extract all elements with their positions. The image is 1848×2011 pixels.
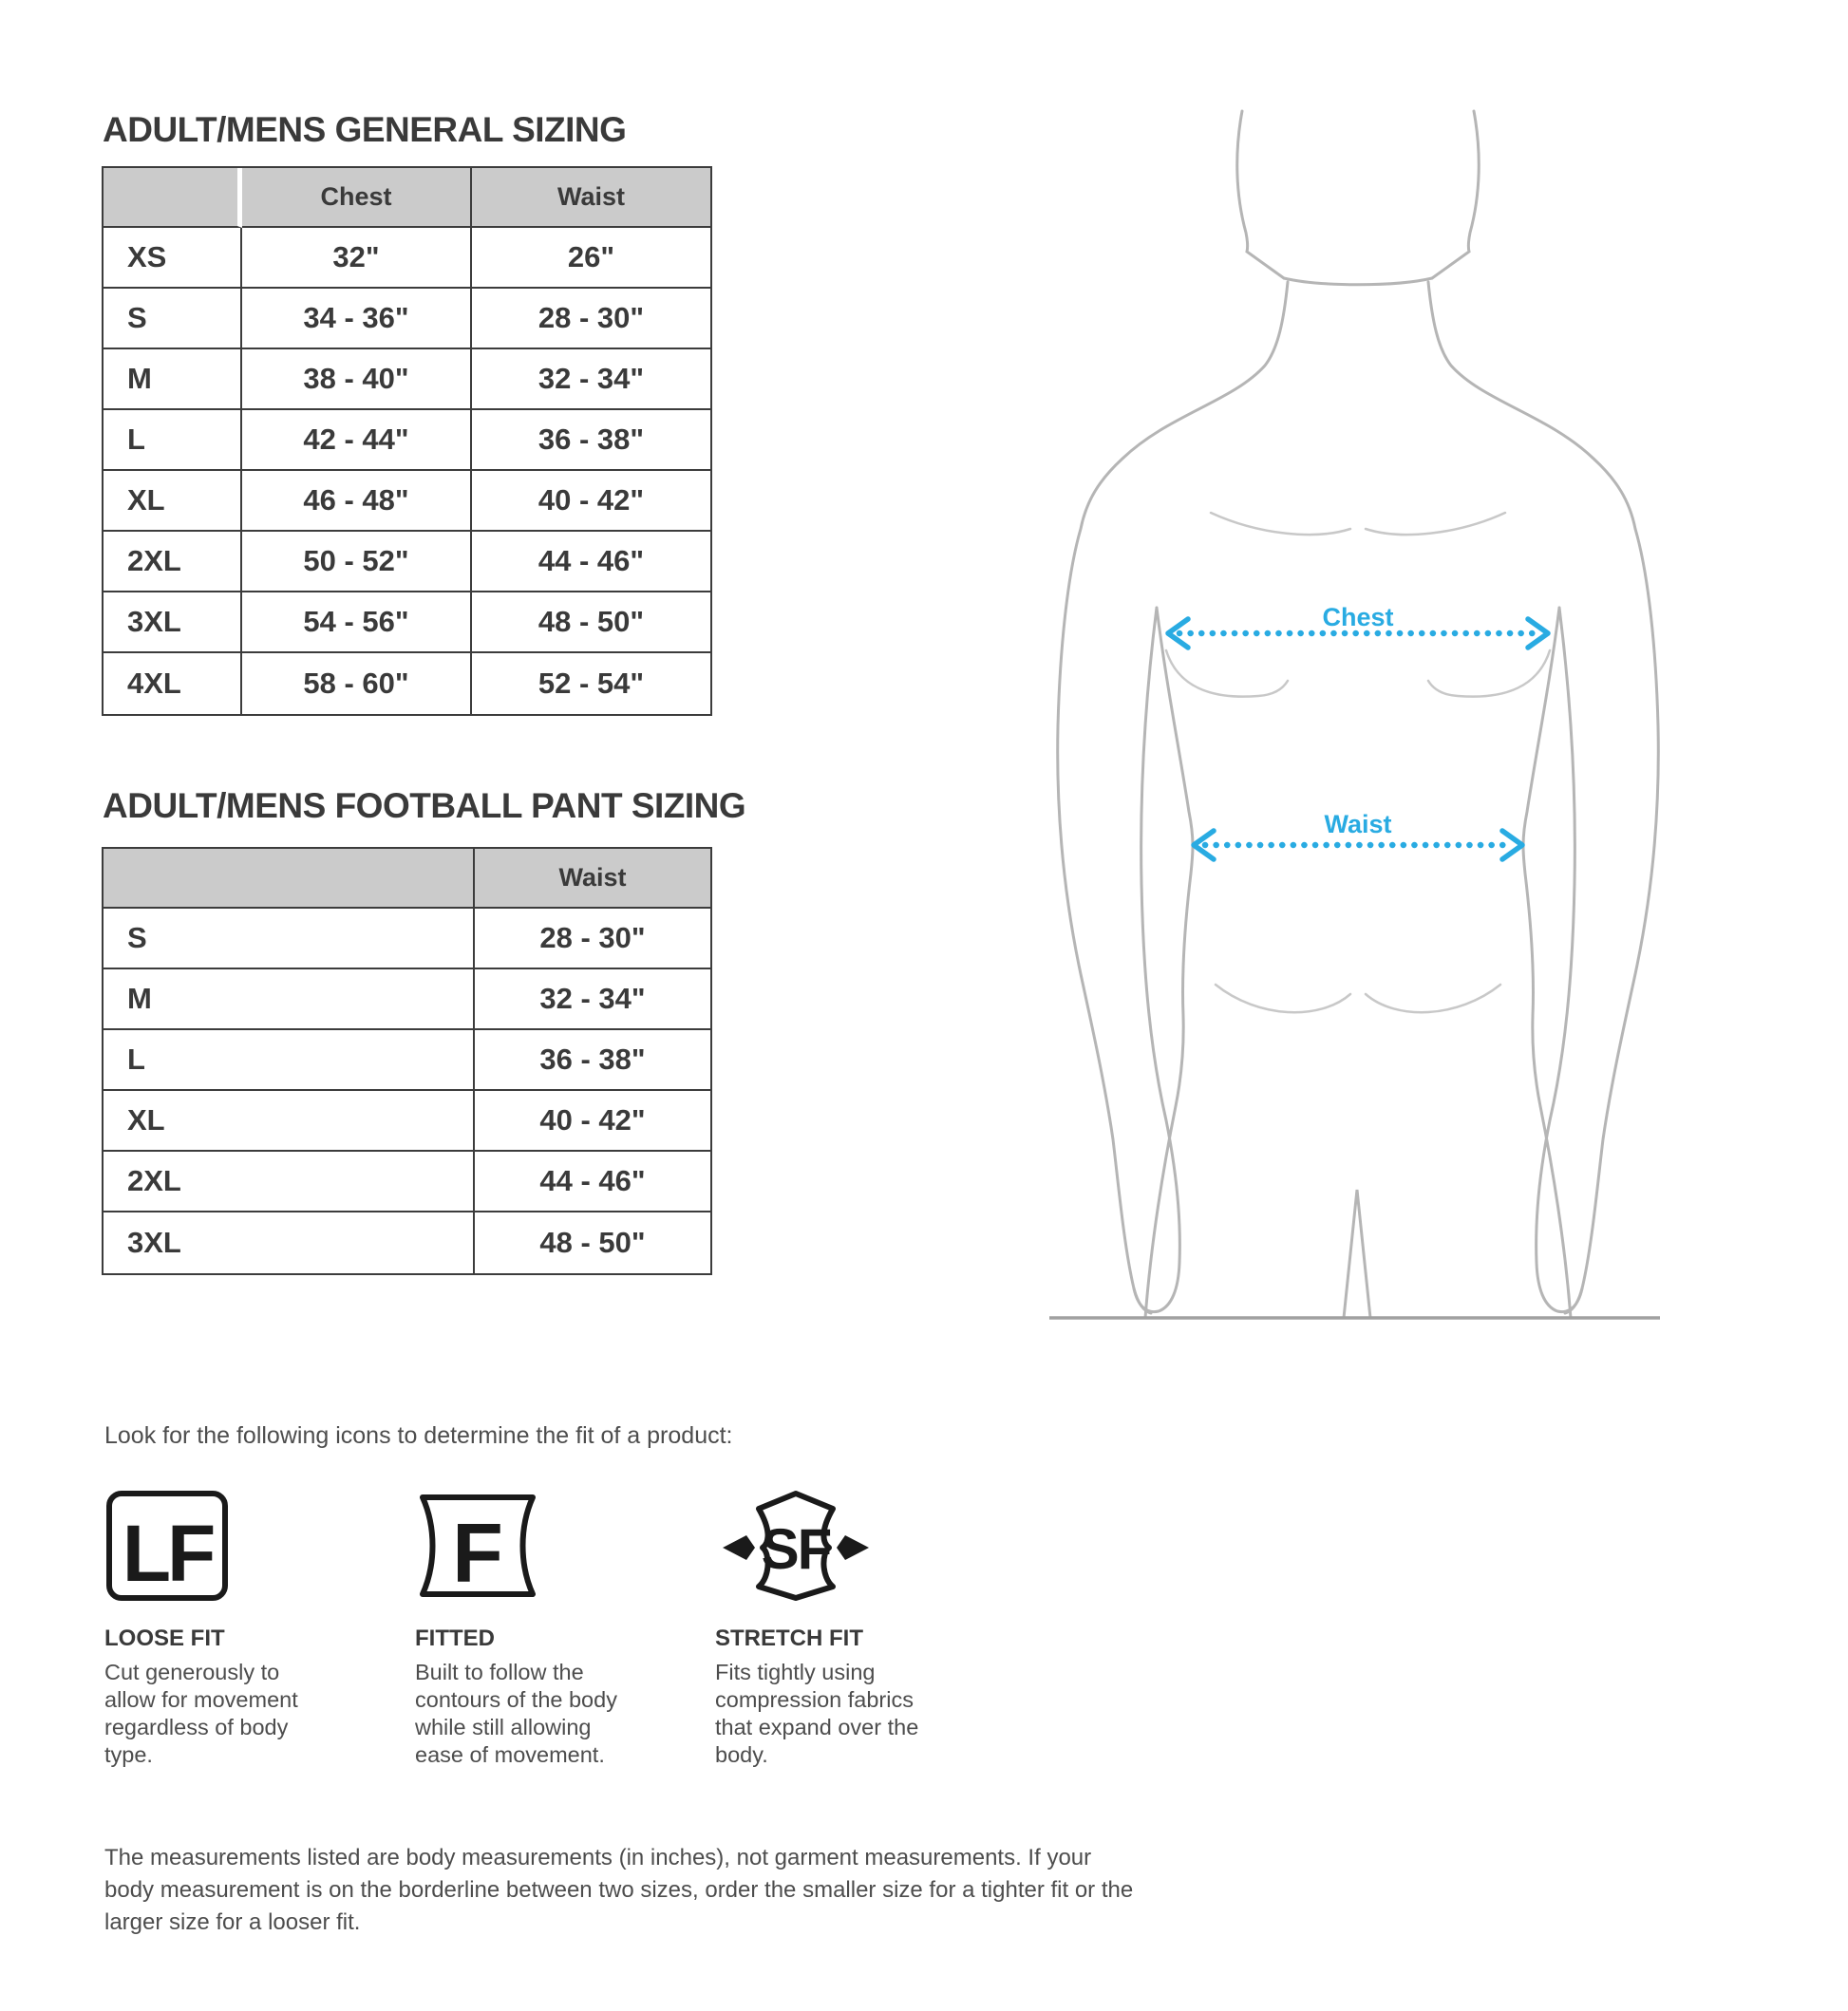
loose-fit-icon bbox=[104, 1489, 230, 1603]
size-cell: XS bbox=[104, 228, 242, 289]
size-cell: XL bbox=[104, 471, 242, 532]
stretch-fit-description: Fits tightly using compression fabrics that expand over the body. bbox=[715, 1660, 919, 1767]
chest-cell: 54 - 56" bbox=[242, 592, 472, 653]
size-cell: 3XL bbox=[104, 1212, 475, 1273]
chest-cell: 32" bbox=[242, 228, 472, 289]
waist-label: Waist bbox=[1324, 810, 1392, 838]
waist-cell: 48 - 50" bbox=[472, 592, 710, 653]
pant-sizing-table bbox=[102, 847, 712, 1275]
right-hip-contour bbox=[1366, 985, 1500, 1012]
waist-cell: 40 - 42" bbox=[475, 1091, 710, 1152]
head-outline-right bbox=[1432, 111, 1479, 278]
svg-text:F: F bbox=[452, 1506, 503, 1600]
stretch-diamond-left bbox=[723, 1535, 755, 1560]
pant-header-corner bbox=[104, 849, 475, 909]
waist-cell: 36 - 38" bbox=[472, 410, 710, 471]
general-header-chest: Chest bbox=[242, 168, 472, 228]
waist-cell: 44 - 46" bbox=[475, 1152, 710, 1212]
size-cell: S bbox=[104, 289, 242, 349]
left-scapula-line bbox=[1211, 513, 1350, 535]
size-cell: M bbox=[104, 969, 475, 1030]
left-torso-side bbox=[1145, 608, 1193, 1318]
general-sizing-table bbox=[102, 166, 712, 716]
waist-cell: 52 - 54" bbox=[537, 667, 645, 700]
crotch-line bbox=[1344, 1190, 1370, 1318]
waist-cell: 26" bbox=[472, 228, 710, 289]
waist-cell: 32 - 34" bbox=[475, 969, 710, 1030]
waist-cell: 36 - 38" bbox=[475, 1030, 710, 1091]
head-outline bbox=[1237, 111, 1284, 278]
waist-cell: 28 - 30" bbox=[472, 289, 710, 349]
stretch-fit-heading: STRETCH FIT bbox=[715, 1626, 863, 1651]
size-cell: 4XL bbox=[104, 653, 242, 714]
waist-cell: 44 - 46" bbox=[472, 532, 710, 592]
right-scapula-line bbox=[1366, 513, 1505, 535]
loose-fit-column bbox=[104, 1489, 309, 1769]
stretch-fit-column bbox=[715, 1489, 943, 1769]
right-torso-side bbox=[1523, 608, 1571, 1318]
fitted-column bbox=[415, 1489, 643, 1769]
body-measurement-diagram bbox=[1045, 81, 1671, 1325]
general-sizing-title: ADULT/MENS GENERAL SIZING bbox=[103, 110, 627, 149]
fitted-heading: FITTED bbox=[415, 1626, 495, 1651]
chin-line bbox=[1284, 278, 1432, 285]
waist-cell: 28 - 30" bbox=[475, 909, 710, 969]
pant-sizing-title: ADULT/MENS FOOTBALL PANT SIZING bbox=[103, 786, 746, 825]
waist-cell: 32 - 34" bbox=[472, 349, 710, 410]
general-header-corner bbox=[104, 168, 242, 228]
stretch-fit-icon bbox=[715, 1489, 877, 1603]
size-cell: XL bbox=[104, 1091, 475, 1152]
body-outline bbox=[1058, 111, 1659, 1318]
body-contour-lines bbox=[1166, 513, 1550, 1012]
chest-cell: 58 - 60" bbox=[242, 653, 472, 714]
size-cell: M bbox=[104, 349, 242, 410]
left-chest-contour bbox=[1166, 650, 1288, 697]
right-chest-contour bbox=[1428, 650, 1550, 697]
pant-header-waist: Waist bbox=[475, 849, 710, 909]
fitted-icon bbox=[415, 1489, 540, 1603]
loose-fit-heading: LOOSE FIT bbox=[104, 1626, 225, 1651]
loose-fit-description: Cut generously to allow for movement regardless of body type. bbox=[104, 1660, 298, 1767]
size-cell: L bbox=[104, 410, 242, 471]
size-cell: 2XL bbox=[104, 532, 242, 592]
svg-text:LF: LF bbox=[122, 1509, 213, 1598]
fitted-description: Built to follow the contours of the body while still allowing ease of movement. bbox=[415, 1660, 617, 1767]
waist-cell: 48 - 50" bbox=[539, 1226, 646, 1259]
size-cell: L bbox=[104, 1030, 475, 1091]
general-header-waist: Waist bbox=[472, 168, 710, 228]
chest-cell: 42 - 44" bbox=[242, 410, 472, 471]
chest-label: Chest bbox=[1322, 603, 1394, 631]
waist-cell: 40 - 42" bbox=[472, 471, 710, 532]
left-hip-contour bbox=[1216, 985, 1350, 1012]
size-cell: 3XL bbox=[104, 592, 242, 653]
stretch-diamond-right bbox=[837, 1535, 869, 1560]
chest-cell: 38 - 40" bbox=[242, 349, 472, 410]
measurement-footnote: The measurements listed are body measurements (in inches), not garment measurements. If your body measurement is on the borderline between two sizes, order the smaller size for a tighter fit or the larger size for a looser fit. bbox=[104, 1845, 1134, 1935]
size-cell: S bbox=[104, 909, 475, 969]
fit-guide-intro: Look for the following icons to determine the fit of a product: bbox=[104, 1422, 733, 1449]
chest-cell: 46 - 48" bbox=[242, 471, 472, 532]
svg-text:SF: SF bbox=[761, 1517, 831, 1581]
chest-cell: 50 - 52" bbox=[242, 532, 472, 592]
chest-cell: 34 - 36" bbox=[242, 289, 472, 349]
size-cell: 2XL bbox=[104, 1152, 475, 1212]
